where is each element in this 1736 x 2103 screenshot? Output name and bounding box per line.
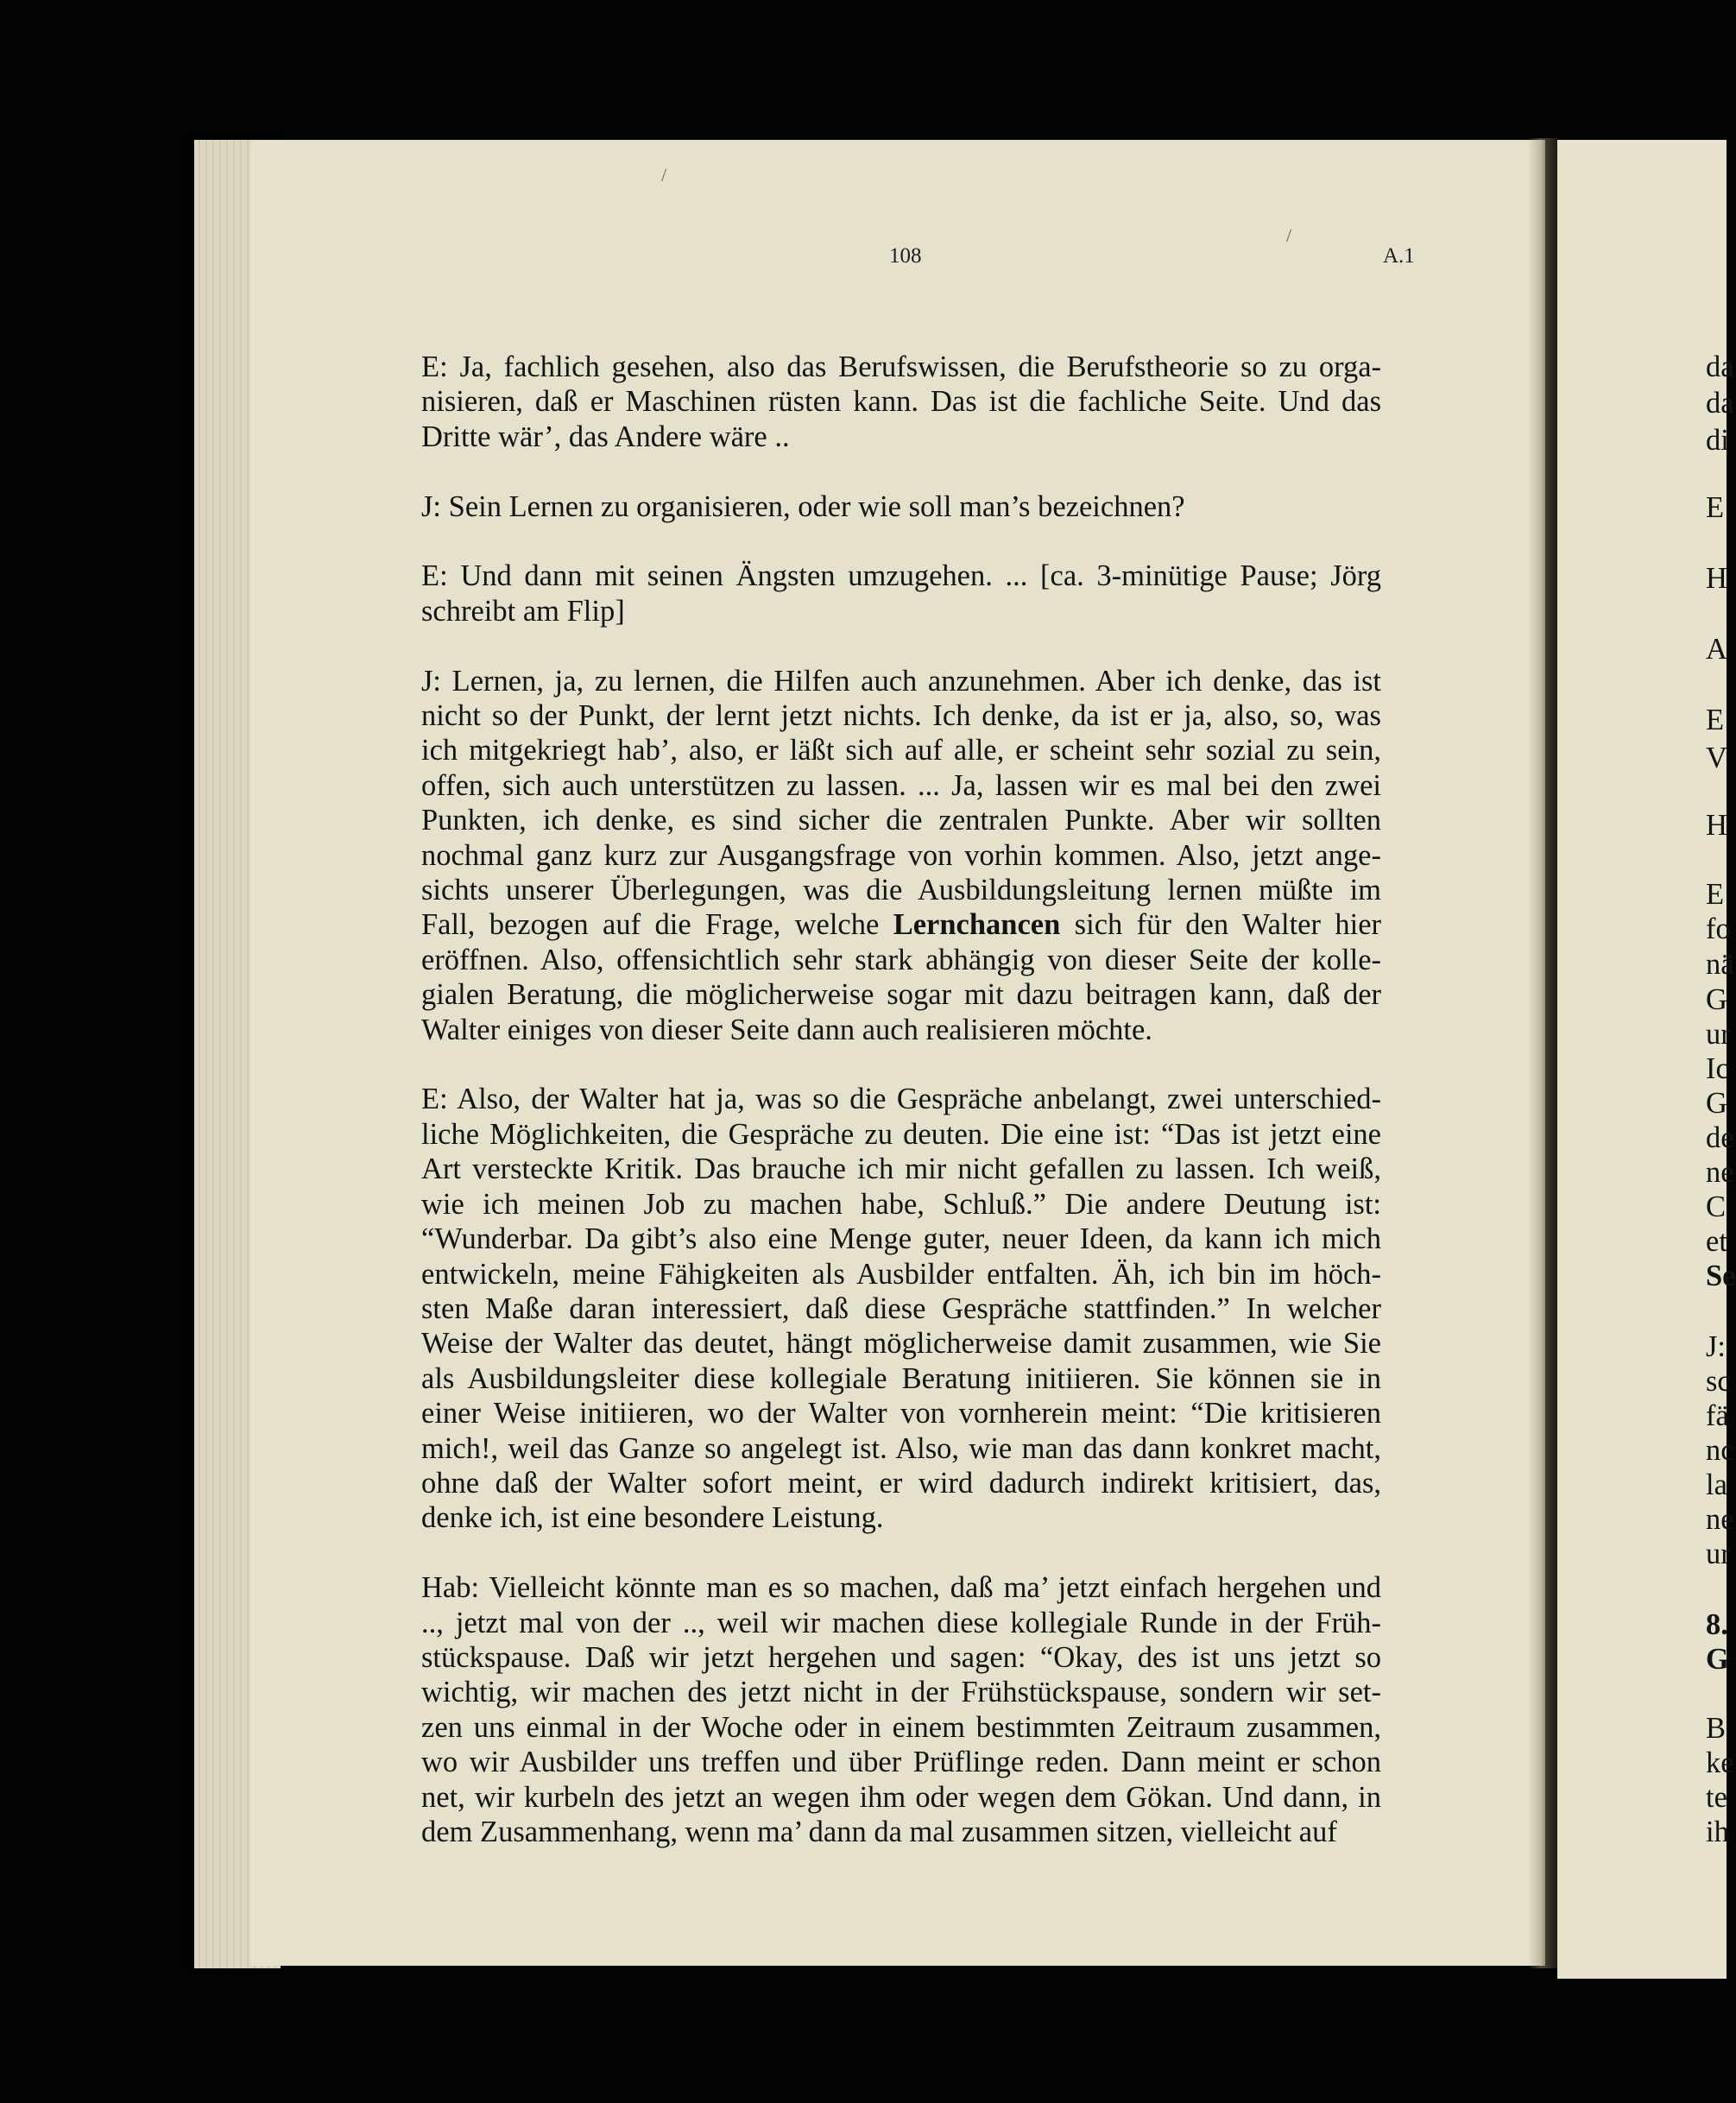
facing-page-fragment: ne — [1706, 1156, 1734, 1189]
text-line: wie ich meinen Job zu machen habe, Schluß.” Die andere Deutung ist: — [421, 1187, 1381, 1221]
text-line: nicht so der Punkt, der lernt jetzt nichts. Ich denke, da ist er ja, also, so, was — [421, 699, 1381, 733]
text-line: zen uns einmal in der Woche oder in einem bestimmten Zeitraum zusammen, — [421, 1710, 1381, 1744]
book-spine-shadow — [1528, 138, 1557, 1968]
facing-page-fragment: da — [1706, 350, 1734, 383]
facing-page-fragment: C — [1706, 1190, 1727, 1223]
text-line: liche Möglichkeiten, die Gespräche zu deuten. Die eine ist: “Das ist jetzt eine — [421, 1117, 1381, 1151]
text-line: E: Ja, fachlich gesehen, also das Berufswissen, die Berufstheorie so zu orga- — [421, 350, 1381, 383]
body-text — [421, 350, 1381, 1885]
facing-page-fragment: ke — [1706, 1746, 1734, 1779]
facing-page-fragment: G — [1706, 1643, 1729, 1676]
text-line: Dritte wär’, das Andere wäre .. — [421, 420, 790, 453]
facing-page-fragment: E — [1706, 704, 1725, 736]
paragraph — [421, 350, 1381, 454]
facing-page-fragment: G — [1706, 1087, 1727, 1120]
facing-page-fragment: ur — [1706, 1018, 1731, 1051]
paragraph — [421, 1570, 1381, 1849]
text-line: einer Weise initiieren, wo der Walter von vornherein meint: “Die kritisieren — [421, 1397, 1381, 1430]
paragraph — [421, 559, 1381, 628]
text-line: ohne daß der Walter sofort meint, er wird dadurch indirekt kritisiert, das, — [421, 1466, 1381, 1500]
facing-page-fragment: Ic — [1706, 1052, 1729, 1085]
facing-page-fragment: di — [1706, 424, 1729, 457]
text-segment: Fall, bezogen auf die Frage, welche — [421, 908, 893, 942]
facing-page-fragment: B — [1706, 1712, 1727, 1745]
text-line: Weise der Walter das deutet, hängt möglicherweise damit zusammen, wie Sie — [421, 1327, 1381, 1361]
facing-page-fragment: sc — [1706, 1365, 1731, 1398]
page-number: 108 — [889, 244, 922, 268]
facing-page-fragment: da — [1706, 387, 1734, 420]
facing-page-fragment: fo — [1706, 913, 1731, 945]
page-speck: / — [1286, 224, 1292, 246]
facing-page-fragment: nä — [1706, 948, 1734, 981]
facing-page-fragment: E — [1706, 491, 1725, 524]
text-line: wo wir Ausbilder uns treffen und über Prüflinge reden. Dann meint er schon — [421, 1746, 1381, 1779]
facing-page-fragment: ur — [1706, 1538, 1731, 1570]
text-line: net, wir kurbeln des jetzt an wegen ihm oder wegen dem Gökan. Und dann, in — [421, 1780, 1381, 1814]
paragraph — [421, 489, 1381, 524]
text-line: “Wunderbar. Da gibt’s also eine Menge guter, neuer Ideen, da kann ich mich — [421, 1222, 1381, 1256]
right-page — [1557, 140, 1727, 1979]
text-line: E: Also, der Walter hat ja, was so die Gespräche anbelangt, zwei unterschied- — [421, 1083, 1381, 1116]
facing-page-fragment: Se — [1706, 1260, 1736, 1292]
facing-page-fragment: H — [1706, 562, 1727, 595]
facing-page-fragment: fä — [1706, 1399, 1729, 1432]
page-speck: / — [661, 164, 667, 186]
text-line — [421, 907, 1381, 942]
facing-page-fragment: A — [1706, 633, 1727, 666]
text-line: mich!, weil das Ganze so angelegt ist. Also, wie man das dann konkret macht, — [421, 1431, 1381, 1465]
text-line: J: Sein Lernen zu organisieren, oder wie soll man’s bezeichnen? — [421, 489, 1185, 523]
facing-page-fragment: te — [1706, 1781, 1727, 1814]
facing-page-fragment: nc — [1706, 1434, 1734, 1467]
section-label: A.1 — [1383, 244, 1415, 268]
text-line: dem Zusammenhang, wenn ma’ dann da mal zusammen sitzen, vielleicht auf — [421, 1815, 1337, 1848]
text-line: wichtig, wir machen des jetzt nicht in der Frühstückspause, sondern wir set- — [421, 1676, 1381, 1709]
paragraph — [421, 1082, 1381, 1535]
text-line: schreibt am Flip] — [421, 594, 625, 628]
facing-page-fragment: E — [1706, 878, 1725, 911]
text-line: J: Lernen, ja, zu lernen, die Hilfen auch anzunehmen. Aber ich denke, das ist — [421, 664, 1381, 698]
text-line: denke ich, ist eine besondere Leistung. — [421, 1501, 884, 1535]
text-line: ich mitgekriegt hab’, also, er läßt sich auf alle, er scheint sehr sozial zu sein, — [421, 734, 1381, 767]
paragraph — [421, 664, 1381, 1047]
facing-page-fragment: V — [1706, 742, 1727, 774]
text-line: nochmal ganz kurz zur Ausgangsfrage von vorhin kommen. Also, jetzt ange- — [421, 838, 1381, 872]
facing-page-fragment: la — [1706, 1468, 1727, 1501]
facing-page-fragment: de — [1706, 1121, 1734, 1154]
text-line: .., jetzt mal von der .., weil wir machen diese kollegiale Runde in der Früh- — [421, 1606, 1381, 1639]
text-line: sten Maße daran interessiert, daß diese Gespräche stattfinden.” In welcher — [421, 1291, 1381, 1325]
facing-page-fragment: H — [1706, 809, 1727, 842]
facing-page-fragment: ne — [1706, 1503, 1734, 1536]
facing-page-fragment: G — [1706, 983, 1727, 1016]
text-line: Hab: Vielleicht könnte man es so machen, daß ma’ jetzt einfach hergehen und — [421, 1571, 1381, 1605]
text-line: sichts unserer Überlegungen, was die Ausbildungsleitung lernen müßte im — [421, 874, 1381, 907]
facing-page-fragment: ih — [1706, 1816, 1729, 1848]
facing-page-fragment: J: — [1706, 1330, 1727, 1363]
bold-term: Lernchancen — [893, 908, 1061, 942]
facing-page-fragment: et — [1706, 1225, 1727, 1258]
text-line: als Ausbildungsleiter diese kollegiale Beratung initiieren. Sie können sie in — [421, 1361, 1381, 1395]
running-head — [250, 244, 1545, 279]
text-line: stückspause. Daß wir jetzt hergehen und sagen: “Okay, des ist uns jetzt so — [421, 1640, 1381, 1674]
facing-page-fragment: 8. — [1706, 1608, 1728, 1641]
text-line: eröffnen. Also, offensichtlich sehr stark abhängig von dieser Seite der kolle- — [421, 943, 1381, 976]
text-line: gialen Beratung, die möglicherweise sogar mit dazu beitragen kann, daß der — [421, 978, 1381, 1012]
text-line: entwickeln, meine Fähigkeiten als Ausbilder entfalten. Äh, ich bin im höch- — [421, 1257, 1381, 1291]
text-line: E: Und dann mit seinen Ängsten umzugehen. ... [ca. 3-minütige Pause; Jörg — [421, 559, 1381, 593]
text-segment: sich für den Walter hier — [1060, 908, 1381, 942]
text-line: nisieren, daß er Maschinen rüsten kann. Das ist die fachliche Seite. Und das — [421, 385, 1381, 419]
text-line: Walter einiges von dieser Seite dann auch realisieren möchte. — [421, 1013, 1152, 1046]
text-line: offen, sich auch unterstützen zu lassen. ... Ja, lassen wir es mal bei den zwei — [421, 768, 1381, 802]
text-line: Punkten, ich denke, es sind sicher die zentralen Punkte. Aber wir sollten — [421, 804, 1381, 837]
text-line: Art versteckte Kritik. Das brauche ich mir nicht gefallen zu lassen. Ich weiß, — [421, 1153, 1381, 1186]
